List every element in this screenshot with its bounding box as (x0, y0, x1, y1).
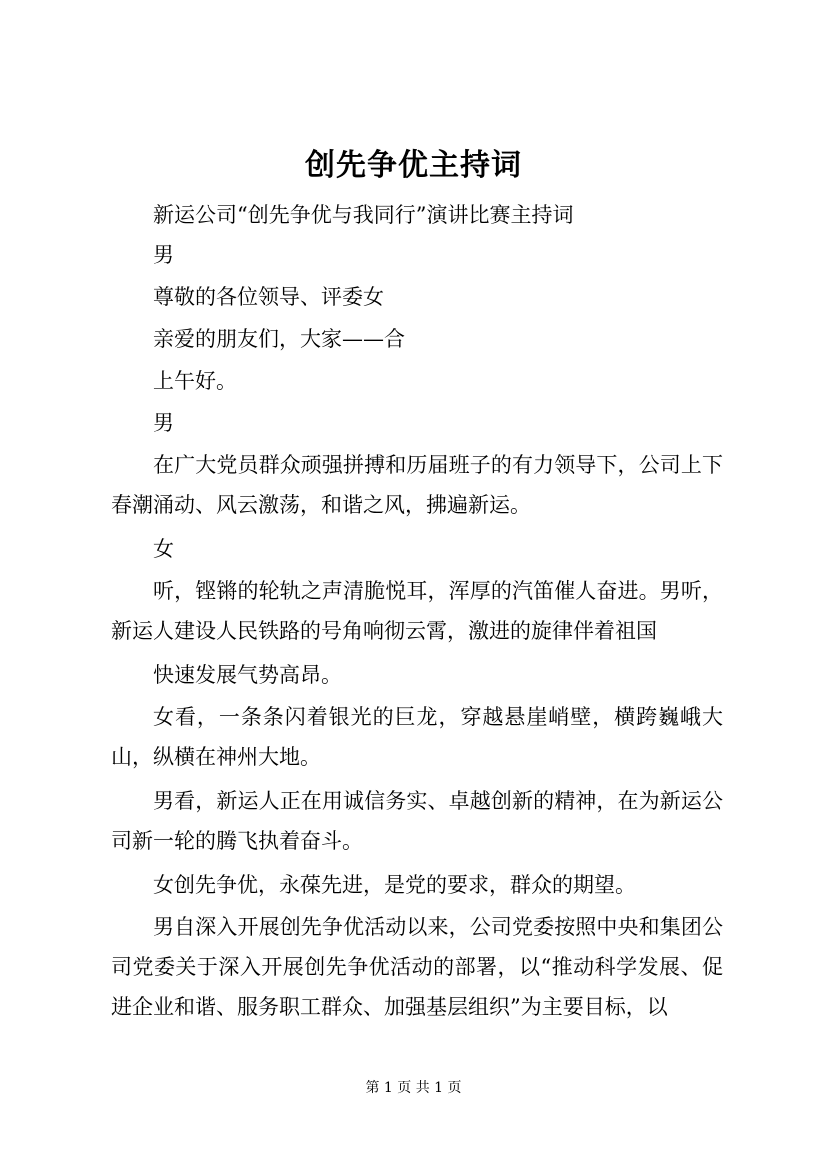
paragraph-fast-development: 快速发展气势高昂。 (153, 663, 342, 687)
paragraph-female-look: 女看，一条条闪着银光的巨龙，穿越悬崖峭壁，横跨巍峨大山，纵横在神州大地。 (111, 705, 723, 769)
paragraph-company-spirit: 在广大党员群众顽强拼搏和历届班子的有力领导下，公司上下春潮涌动、风云激荡，和谐之风，拂遍新运。 (111, 453, 723, 517)
paragraph-listen: 听，铿锵的轮轨之声清脆悦耳，浑厚的汽笛催人奋进。男听，新运人建设人民铁路的号角响彻云霄，激进的旋律伴着祖国 (111, 579, 723, 643)
paragraph-male-activities: 男自深入开展创先争优活动以来，公司党委按照中央和集团公司党委关于深入开展创先争优活动的部署，以“推动科学发展、促进企业和谐、服务职工群众、加强基层组织”为主要目标，以 (111, 915, 723, 1019)
page-footer: 第 1 页 共 1 页 (365, 1080, 462, 1096)
paragraph-male-look: 男看，新运人正在用诚信务实、卓越创新的精神，在为新运公司新一轮的腾飞执着奋斗。 (111, 789, 723, 853)
paragraph-speaker-male-2: 男 (153, 411, 174, 435)
paragraph-greeting-leaders: 尊敬的各位领导、评委女 (153, 285, 384, 309)
paragraph-female-excellence: 女创先争优，永葆先进，是党的要求，群众的期望。 (153, 873, 636, 897)
paragraph-subtitle: 新运公司“创先争优与我同行”演讲比赛主持词 (153, 203, 574, 227)
paragraph-good-morning: 上午好。 (153, 369, 237, 393)
page-title: 创先争优主持词 (305, 148, 522, 183)
paragraph-speaker-male: 男 (153, 243, 174, 267)
paragraph-greeting-friends: 亲爱的朋友们，大家——合 (153, 327, 405, 351)
paragraph-speaker-female: 女 (153, 537, 174, 561)
